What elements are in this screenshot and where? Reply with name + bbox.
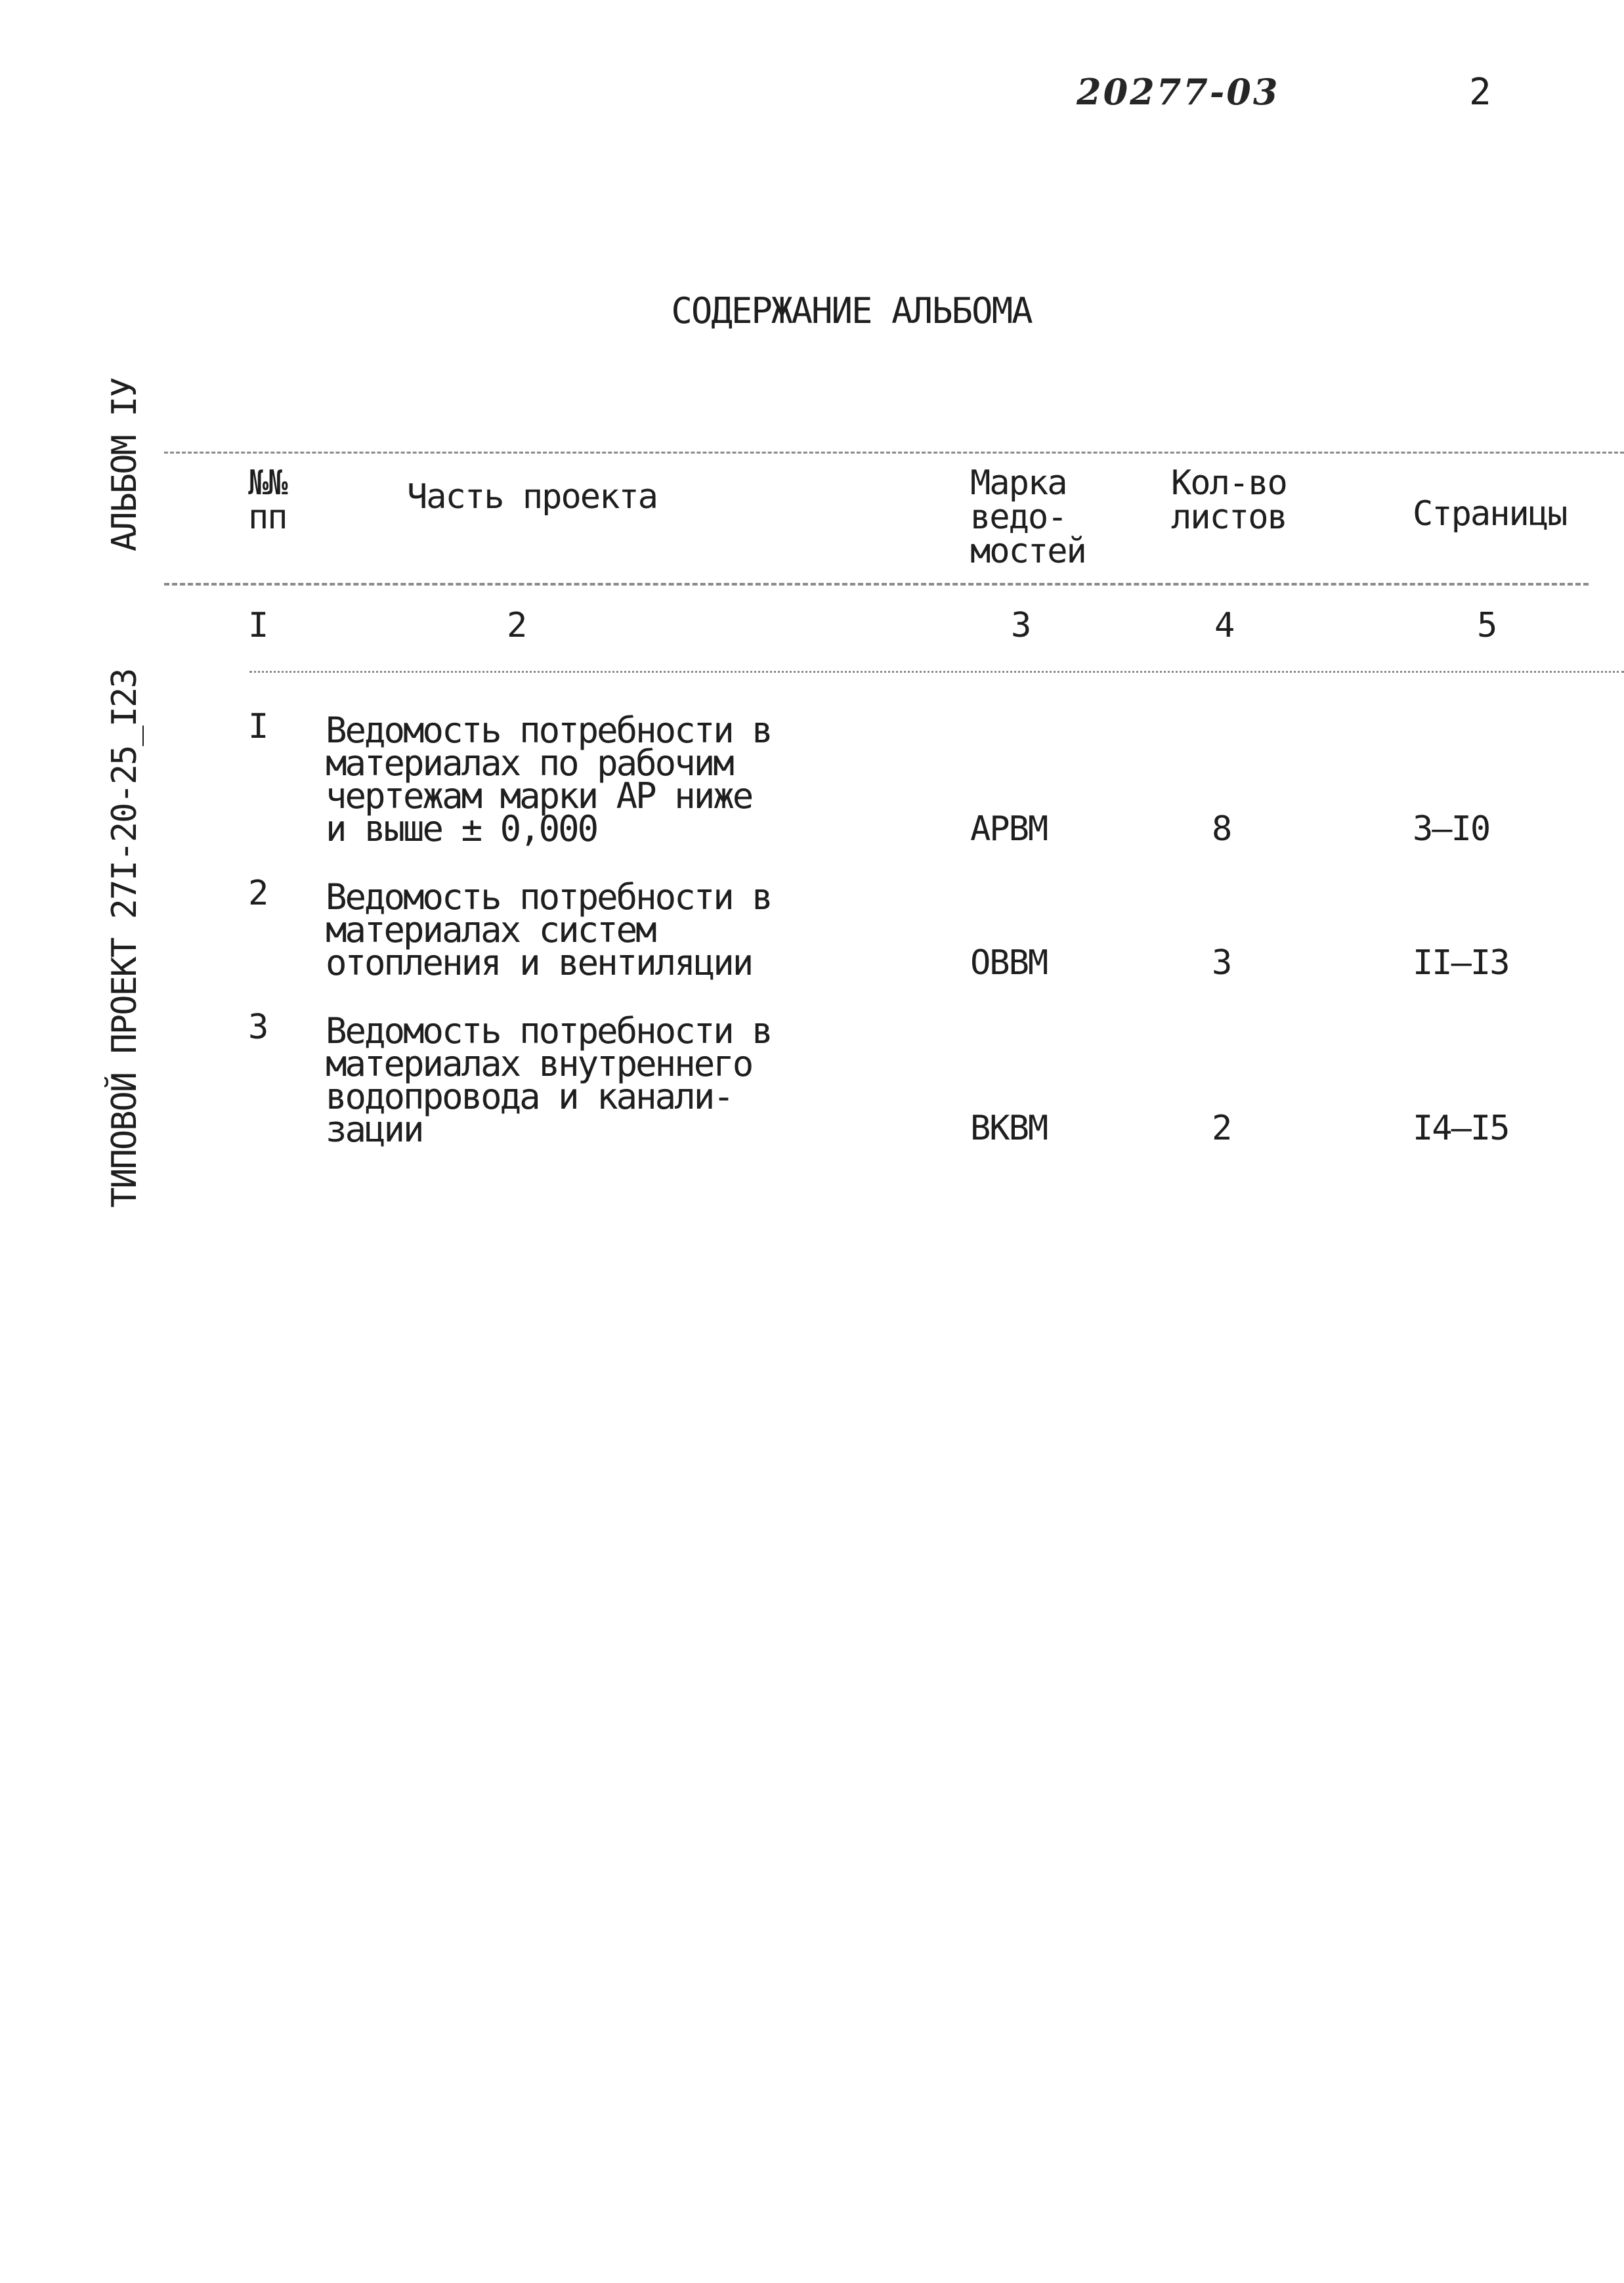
- page-title: СОДЕРЖАНИЕ АЛЬБОМА: [671, 290, 1032, 331]
- col-number-4: 4: [1214, 606, 1234, 645]
- col-number-5: 5: [1477, 606, 1497, 645]
- page-number: 2: [1469, 71, 1491, 114]
- header-count: Кол-во листов: [1171, 463, 1287, 537]
- row-count: 8: [1212, 809, 1231, 849]
- table-top-rule: [164, 452, 1624, 454]
- row-num: 2: [248, 874, 268, 913]
- col-numbers-rule: [249, 671, 1624, 673]
- header-bottom-rule: [164, 583, 1589, 586]
- row-count: 3: [1212, 943, 1231, 983]
- row-mark: ВКВМ: [970, 1109, 1048, 1148]
- album-label: АЛЬБОМ IУ: [105, 378, 144, 551]
- row-part: Ведомость потребности в материалах систем отопления и вентиляции: [326, 876, 771, 983]
- row-count: 2: [1212, 1109, 1231, 1148]
- row-part: Ведомость потребности в материалах внутреннего водопровода и канали- зации: [326, 1010, 771, 1150]
- row-pages: II–I3: [1413, 943, 1509, 983]
- col-number-2: 2: [507, 606, 526, 645]
- row-mark: ОВВМ: [970, 943, 1048, 983]
- header-mark: Марка ведо- мостей: [970, 463, 1086, 571]
- col-number-3: 3: [1011, 606, 1031, 645]
- row-num: I: [248, 707, 268, 746]
- header-part: Часть проекта: [407, 477, 657, 517]
- project-label: ТИПОВОЙ ПРОЕКТ 27I-20-25_I23: [105, 669, 144, 1208]
- row-part: Ведомость потребности в материалах по рабочим чертежам марки АР ниже и выше ± 0,000: [326, 710, 771, 849]
- row-pages: I4–I5: [1413, 1109, 1509, 1148]
- row-pages: 3–I0: [1413, 809, 1490, 849]
- document-code: 20277-03: [1077, 71, 1280, 113]
- header-num: №№ пп: [248, 463, 287, 537]
- header-pages: Страницы: [1413, 494, 1567, 534]
- row-mark: АРВМ: [970, 809, 1048, 849]
- row-num: 3: [248, 1008, 268, 1047]
- col-number-1: I: [248, 606, 268, 645]
